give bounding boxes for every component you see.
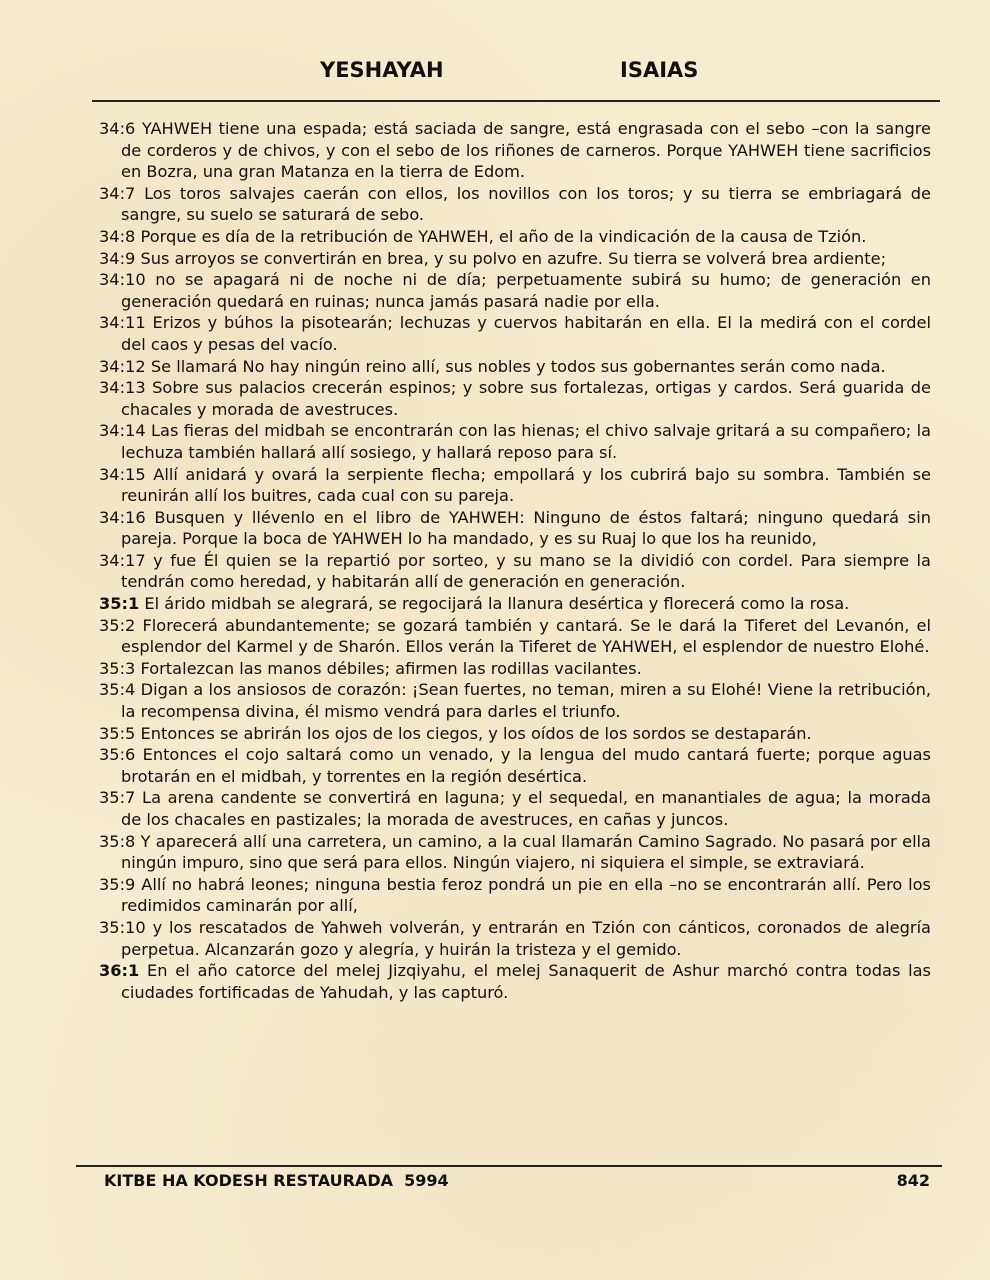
verse xyxy=(99,874,931,917)
verse-reference: 34:17 xyxy=(99,550,146,570)
verse-reference: 34:6 xyxy=(99,119,136,138)
verse xyxy=(99,183,931,226)
verse xyxy=(99,420,931,463)
verse-text: Busquen y llévenlo en el libro de YAHWEH: Ninguno de éstos faltará; ninguno quedará sin pareja. Porque la boca de YAHWEH lo ha mandado, y es su Ruaj lo que los ha reunido, xyxy=(121,507,931,549)
header-book-hebrew: YESHAYAH xyxy=(320,58,444,82)
verse-reference: 34:7 xyxy=(99,183,136,203)
verse xyxy=(99,787,931,830)
verse-reference: 34:14 xyxy=(99,421,146,441)
verse xyxy=(99,744,931,787)
verse-reference: 36:1 xyxy=(99,961,140,981)
verse-text: Porque es día de la retribución de YAHWEH, el año de la vindicación de la causa de Tzión. xyxy=(140,226,867,246)
verse-reference: 34:16 xyxy=(99,507,146,527)
verse xyxy=(99,356,931,378)
page-footer xyxy=(104,1171,930,1195)
verse-reference: 35:2 xyxy=(99,615,136,635)
verse-text: Entonces el cojo saltará como un venado, y la lengua del mudo cantará fuerte; porque aguas brotarán en el midbah, y torrentes en la región desértica. xyxy=(121,745,931,786)
verse-reference: 34:11 xyxy=(99,313,146,333)
verse-reference: 34:8 xyxy=(99,226,136,246)
verse xyxy=(99,917,931,960)
header-divider xyxy=(92,100,940,102)
verse-text: no se apagará ni de noche ni de día; perpetuamente subirá su humo; de generación en generación quedará en ruinas; nunca jamás pasará nadie por ella. xyxy=(121,270,931,311)
verse-text: Allí anidará y ovará la serpiente flecha; empollará y los cubrirá bajo su sombra. También se reunirán allí los buitres, cada cual con su pareja. xyxy=(121,464,931,506)
verse xyxy=(99,226,931,248)
verse-text: Florecerá abundantemente; se gozará también y cantará. Se le dará la Tiferet del Levanón, el esplendor del Karmel y de Sharón. Ellos verán la Tiferet de YAHWEH, el esplendor de nuestro Elohé. xyxy=(121,615,931,657)
verse-text: La arena candente se convertirá en laguna; y el sequedal, en manantiales de agua; la morada de los chacales en pastizales; la morada de avestruces, en cañas y juncos. xyxy=(121,788,931,829)
verse-reference: 35:4 xyxy=(99,680,136,700)
verse-text: Y aparecerá allí una carretera, un camino, a la cual llamarán Camino Sagrado. No pasará por ella ningún impuro, sino que será para ellos. Ningún viajero, ni siquiera el simple, se extraviará. xyxy=(121,831,931,873)
verse xyxy=(99,679,931,722)
verse-text: Erizos y búhos la pisotearán; lechuzas y cuervos habitarán en ella. El la medirá con el cordel del caos y pesas del vacío. xyxy=(121,313,931,354)
verse-reference: 35:3 xyxy=(99,658,136,678)
verse-text: Entonces se abrirán los ojos de los ciegos, y los oídos de los sordos se destaparán. xyxy=(140,723,812,743)
verse-reference: 35:7 xyxy=(99,788,136,808)
verse xyxy=(99,550,931,593)
verse xyxy=(99,377,931,420)
verse-reference: 35:8 xyxy=(99,831,136,851)
verse xyxy=(99,269,931,312)
verse-reference: 34:12 xyxy=(99,356,146,376)
verse-text: El árido midbah se alegrará, se regocijará la llanura desértica y florecerá como la rosa. xyxy=(144,594,850,614)
page-header xyxy=(0,58,990,90)
verse-text: YAHWEH tiene una espada; está saciada de sangre, está engrasada con el sebo –con la sangre de corderos y de chivos, y con el sebo de los riñones de carneros. Porque YAHWEH tiene sacrificios en Bozra, una gran Matanza en la tierra de Edom. xyxy=(121,119,931,182)
verse-reference: 34:15 xyxy=(99,464,146,484)
verse-text: Allí no habrá leones; ninguna bestia feroz pondrá un pie en ella –no se encontrarán allí. Pero los redimidos caminarán por allí, xyxy=(121,874,931,916)
verse xyxy=(99,248,931,270)
verse xyxy=(99,464,931,507)
verse xyxy=(99,831,931,874)
verse-text: y los rescatados de Yahweh volverán, y entrarán en Tzión con cánticos, coronados de alegría perpetua. Alcanzarán gozo y alegría, y huirán la tristeza y el gemido. xyxy=(121,917,931,959)
verse-text: Sus arroyos se convertirán en brea, y su polvo en azufre. Su tierra se volverá brea ardiente; xyxy=(140,248,887,268)
verse-text: Los toros salvajes caerán con ellos, los novillos con los toros; y su tierra se embriagará de sangre, su suelo se saturará de sebo. xyxy=(121,183,931,225)
verse-text: En el año catorce del melej Jizqiyahu, el melej Sanaquerit de Ashur marchó contra todas las ciudades fortificadas de Yahudah, y las capturó. xyxy=(121,961,931,1002)
verse-text: Fortalezcan las manos débiles; afirmen las rodillas vacilantes. xyxy=(140,658,642,678)
verse-reference: 35:10 xyxy=(99,917,146,937)
verse-text: Las fieras del midbah se encontrarán con las hienas; el chivo salvaje gritará a su compañero; la lechuza también hallará allí sosiego, y hallará reposo para sí. xyxy=(121,421,931,462)
verse xyxy=(99,658,931,680)
verse xyxy=(99,507,931,550)
verse xyxy=(99,593,931,615)
scripture-text xyxy=(99,118,931,1003)
verse xyxy=(99,960,931,1003)
verse-text: Se llamará No hay ningún reino allí, sus nobles y todos sus gobernantes serán como nada. xyxy=(150,356,886,376)
verse xyxy=(99,118,931,183)
verse xyxy=(99,312,931,355)
verse-reference: 35:5 xyxy=(99,723,136,743)
footer-divider xyxy=(76,1165,942,1167)
verse xyxy=(99,723,931,745)
verse-text: y fue Él quien se la repartió por sorteo, y su mano se la dividió con cordel. Para siempre la tendrán como heredad, y habitarán allí de generación en generación. xyxy=(121,550,931,592)
header-book-spanish: ISAIAS xyxy=(620,58,699,82)
verse xyxy=(99,615,931,658)
verse-reference: 34:10 xyxy=(99,270,146,290)
verse-reference: 35:9 xyxy=(99,874,136,894)
verse-reference: 35:1 xyxy=(99,594,140,614)
footer-title: KITBE HA KODESH RESTAURADA 5994 xyxy=(104,1171,449,1190)
verse-text: Digan a los ansiosos de corazón: ¡Sean fuertes, no teman, miren a su Elohé! Viene la retribución, la recompensa divina, él mismo vendrá para darles el triunfo. xyxy=(121,680,931,722)
verse-text: Sobre sus palacios crecerán espinos; y sobre sus fortalezas, ortigas y cardos. Será guarida de chacales y morada de avestruces. xyxy=(121,378,931,419)
verse-reference: 34:9 xyxy=(99,248,136,268)
page-number: 842 xyxy=(896,1171,930,1190)
verse-reference: 34:13 xyxy=(99,378,146,398)
verse-reference: 35:6 xyxy=(99,745,136,765)
